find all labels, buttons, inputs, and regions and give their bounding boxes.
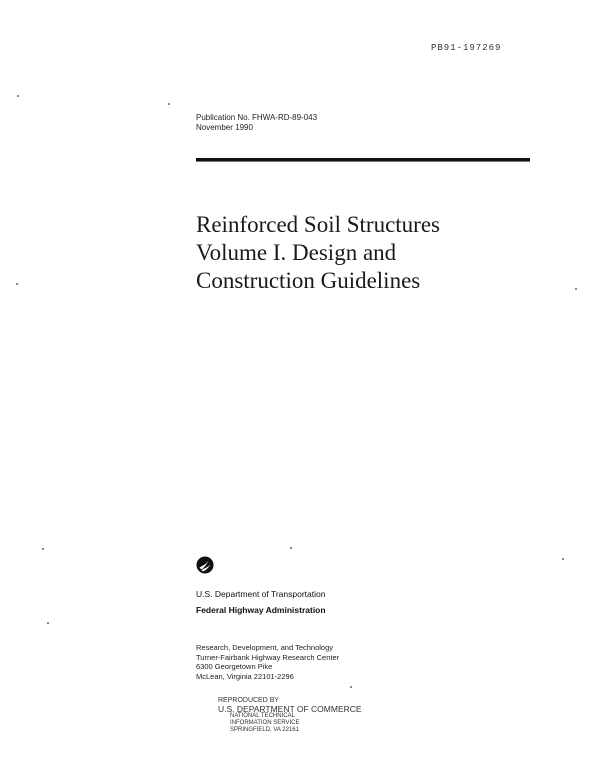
department-name: U.S. Department of Transportation bbox=[196, 589, 326, 599]
address-line-4: McLean, Virginia 22101-2296 bbox=[196, 671, 294, 681]
administration-name: Federal Highway Administration bbox=[196, 605, 326, 615]
scan-speck bbox=[290, 547, 292, 549]
title-line-1: Reinforced Soil Structures bbox=[196, 212, 441, 237]
title-line-3: Construction Guidelines bbox=[196, 268, 421, 293]
title-line-2: Volume I. Design and bbox=[196, 240, 397, 265]
scan-speck bbox=[562, 558, 564, 560]
address-line-1: Research, Development, and Technology bbox=[196, 643, 334, 652]
publication-number: Publication No. FHWA-RD-89-043 bbox=[196, 113, 318, 122]
publication-info bbox=[196, 113, 317, 133]
header-rule-shadow bbox=[196, 161, 530, 162]
ntis-line-2: U.S. DEPARTMENT OF COMMERCE bbox=[218, 704, 362, 714]
ntis-line-4: INFORMATION SERVICE bbox=[230, 720, 300, 726]
address-line-3: 6300 Georgetown Pike bbox=[196, 662, 273, 671]
scan-speck bbox=[17, 95, 19, 97]
scan-speck bbox=[42, 548, 44, 550]
scan-speck bbox=[47, 622, 49, 624]
publication-date: November 1990 bbox=[196, 123, 253, 132]
scan-speck bbox=[16, 283, 18, 285]
report-number: PB91-197269 bbox=[431, 43, 502, 53]
ntis-stamp bbox=[218, 697, 362, 734]
ntis-line-1: REPRODUCED BY bbox=[218, 697, 280, 704]
ntis-line-5: SPRINGFIELD, VA 22161 bbox=[230, 727, 299, 733]
dot-logo-icon bbox=[196, 556, 214, 574]
scan-speck bbox=[575, 288, 577, 290]
scan-speck bbox=[168, 103, 170, 105]
ntis-line-3: NATIONAL TECHNICAL bbox=[230, 713, 295, 719]
research-center-address bbox=[196, 643, 339, 681]
document-title bbox=[196, 211, 440, 295]
address-line-2: Turner-Fairbank Highway Research Center bbox=[196, 652, 340, 662]
scan-speck bbox=[350, 686, 352, 688]
